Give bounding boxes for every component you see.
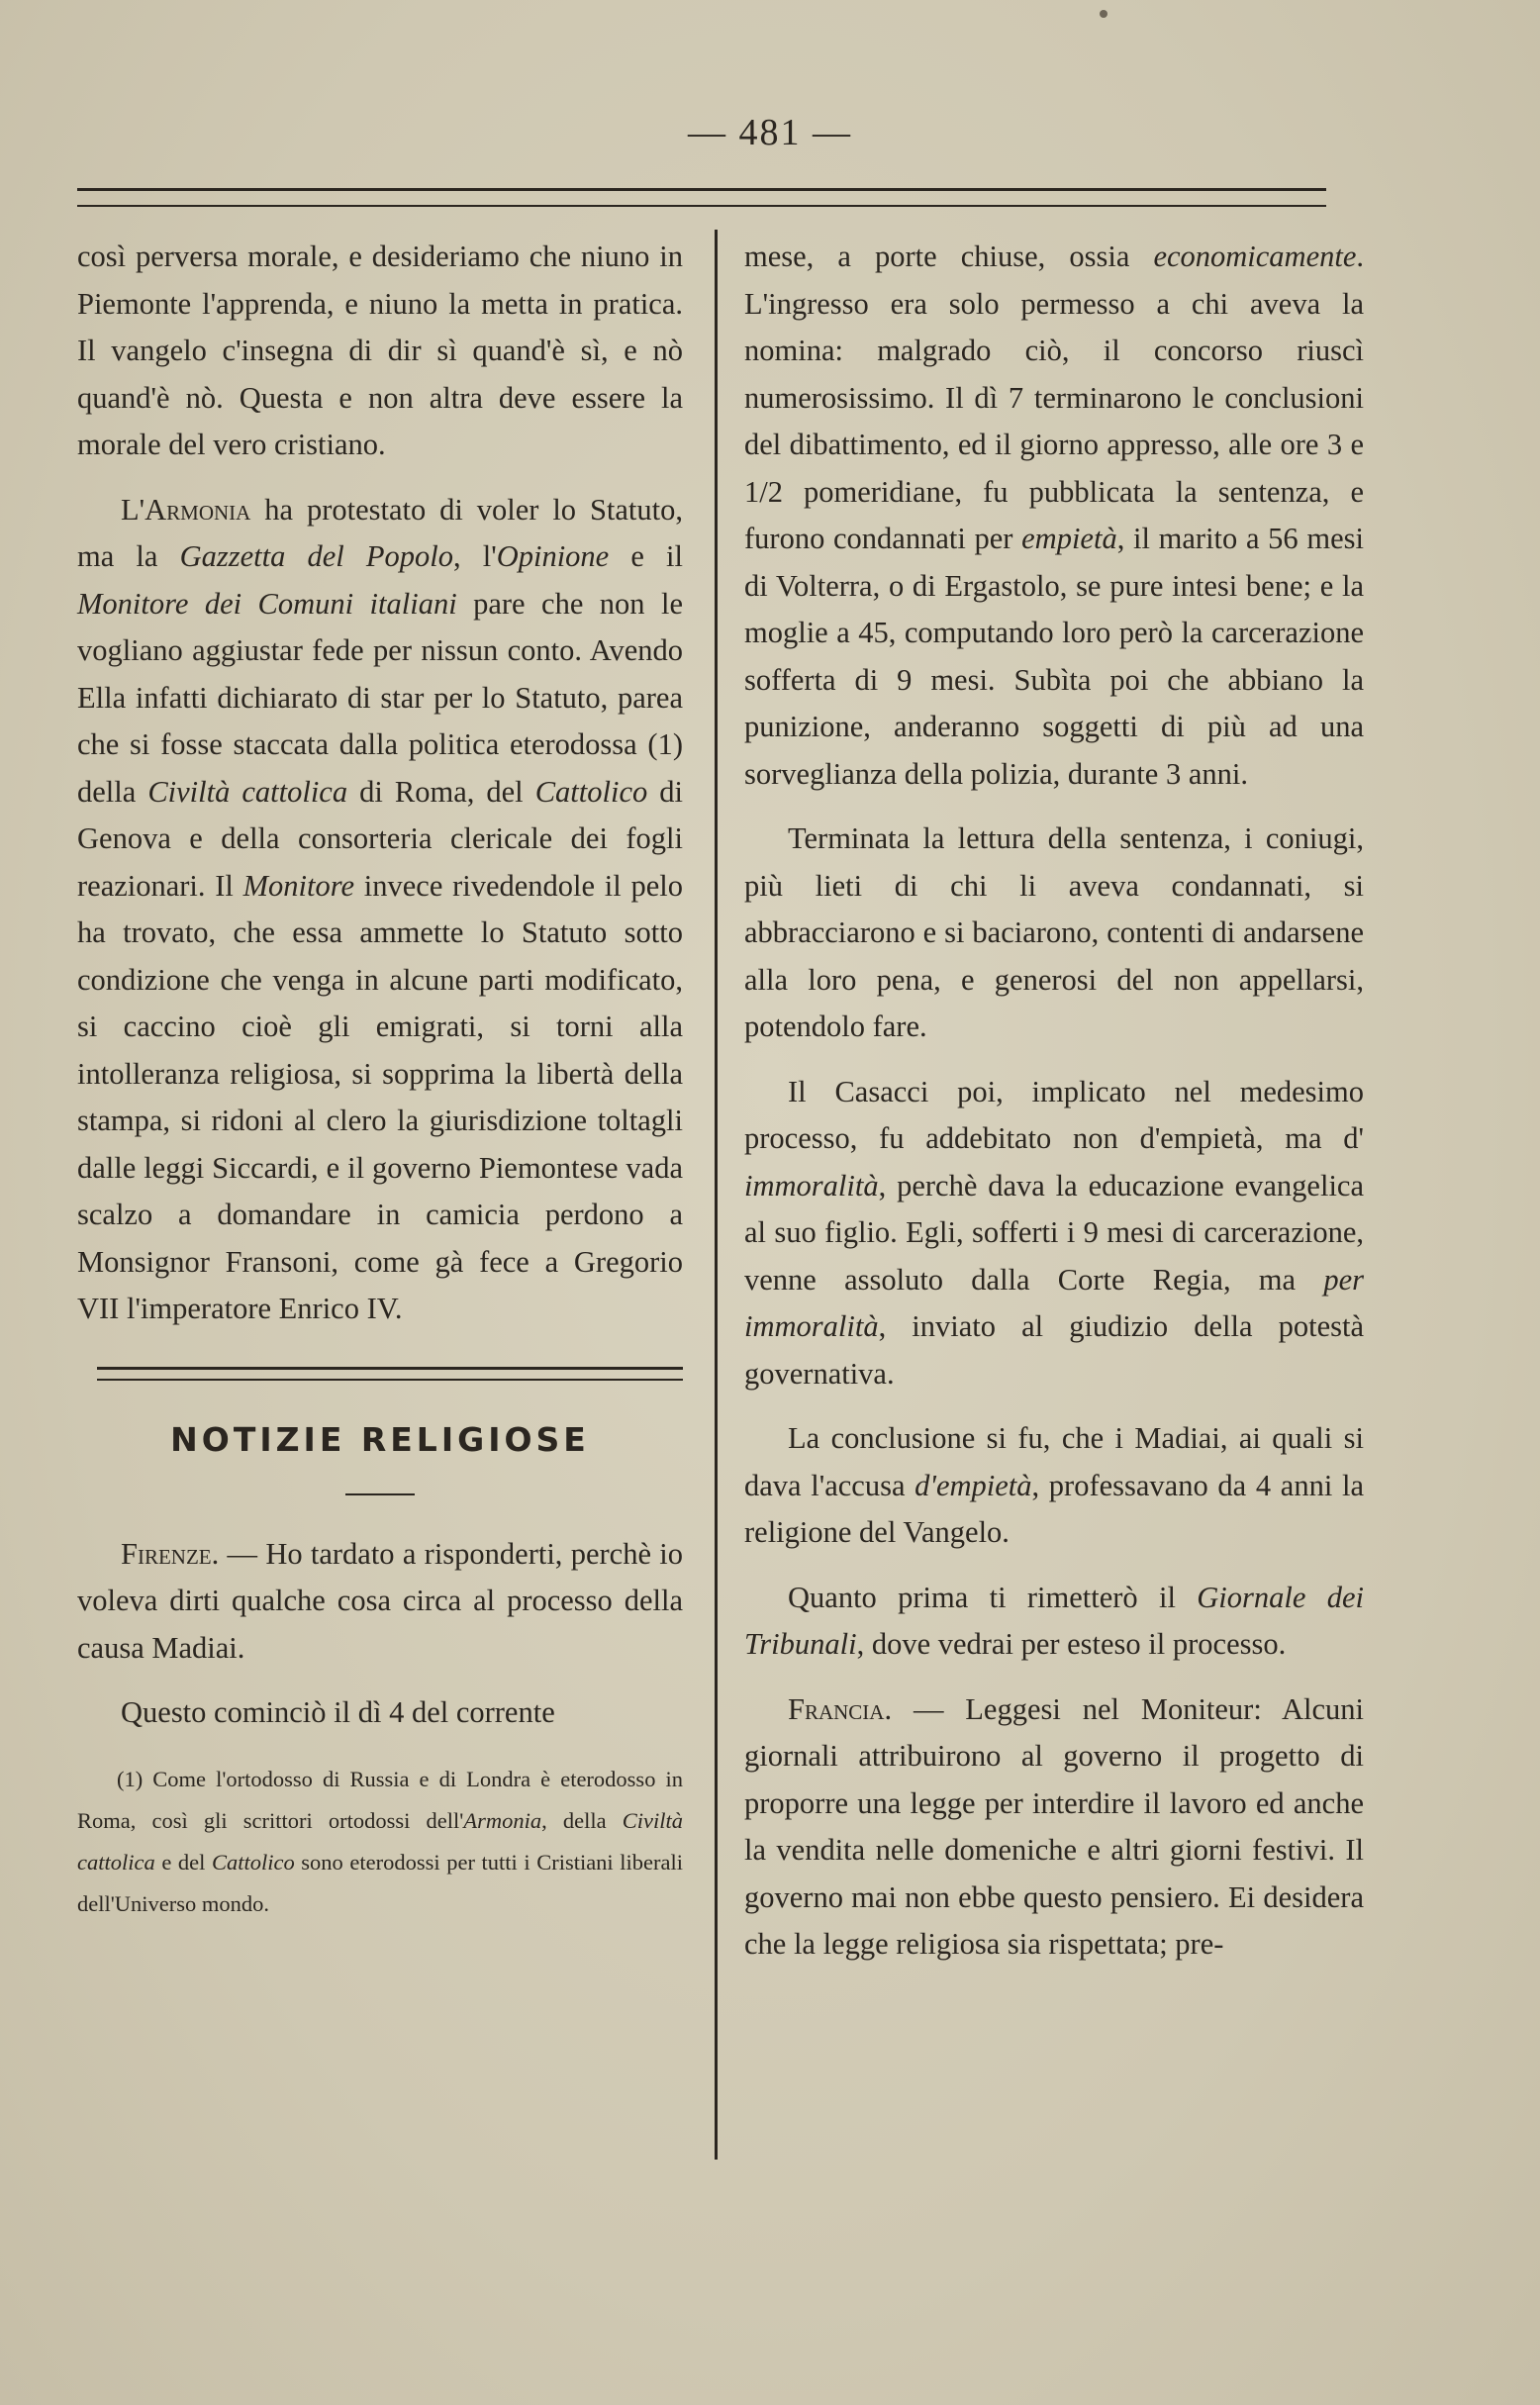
right-paragraph-3: Il Casacci poi, implicato nel medesimo processo, fu addebitato non d'empietà, ma d' immoralità, perchè dava la educazione evangelica al suo figlio. Egli, sofferti i 9 mesi di carcerazione, venne assoluto dalla Corte Regia, ma per immoralità, inviato al giudizio della potestà governativa. <box>744 1074 1364 1391</box>
left-column <box>77 234 683 1947</box>
page-number: — 481 — <box>688 112 852 153</box>
monitore-title-2: Monitore <box>242 868 355 903</box>
footnote: (1) Come l'ortodosso di Russia e di Londra è eterodosso in Roma, così gli scrittori ortodossi dell'Armonia, della Civiltà cattolica e del Cattolico sono eterodossi per tutti i Cristiani liberali dell'Universo mondo. <box>77 1766 683 1916</box>
short-rule <box>345 1493 415 1495</box>
giornale-title: Giornale dei Tribunali <box>744 1580 1364 1661</box>
empieta-word: empietà <box>1021 522 1117 555</box>
right-paragraph-4: La conclusione si fu, che i Madiai, ai quali si dava l'accusa d'empietà, professavano da 4 anni la religione del Vangelo. <box>744 1421 1364 1549</box>
right-paragraph-francia: Francia. — Leggesi nel Moniteur: Alcuni giornali attribuirono al governo il progetto di proporre una legge per interdire il lavoro ed anche la vendita nelle domeniche e altri giorni festivi. Il governo mai non ebbe questo pensiero. Ei desidera che la legge religiosa sia rispettata; pre- <box>744 1691 1364 1961</box>
monitore-title: Monitore dei Comuni italiani <box>77 586 457 621</box>
economicamente-word: economicamente <box>1153 240 1357 273</box>
section-rule <box>97 1367 683 1381</box>
left-paragraph-firenze: Firenze. — Ho tardato a risponderti, perchè io voleva dirti qualche cosa circa al processo della causa Madiai. <box>77 1536 683 1665</box>
gazzetta-title: Gazzetta del Popolo <box>179 539 453 573</box>
right-paragraph-2: Terminata la lettura della sentenza, i coniugi, più lieti di chi li aveva condannati, si abbracciarono e si baciarono, contenti di andarsene alla loro pena, e generosi del non appellarsi, potendolo fare. <box>744 821 1364 1043</box>
armonia-name: Armonia <box>144 492 251 527</box>
left-paragraph-2: L'Armonia ha protestato di voler lo Statuto, ma la Gazzetta del Popolo, l'Opinione e il Monitore dei Comuni italiani pare che non le vogliano aggiustar fede per nissun conto. Avendo Ella infatti dichiarato di star per lo Statuto, parea che si fosse staccata dalla politica eterodossa (1) della Civiltà cattolica di Roma, del Cattolico di Genova e della consorteria clericale dei fogli reazionari. Il Monitore invece rivedendole il pelo ha trovato, che essa ammette lo Statuto sotto condizione che venga in alcune parti modificato, si caccino cioè gli emigrati, si torni alla intolleranza religiosa, si sopprima la libertà della stampa, si ridoni al clero la giurisdizione toltagli dalle leggi Siccardi, e il governo Piemontese vada scalzo a domandare in camicia perdono a Monsignor Fransoni, come gà fece a Gregorio VII l'imperatore Enrico IV. <box>77 492 683 1325</box>
column-divider <box>715 230 718 2160</box>
immoralita-word: immoralità <box>744 1168 879 1202</box>
place-firenze: Firenze. <box>121 1536 220 1571</box>
civilta-title: Civiltà cattolica <box>147 774 348 809</box>
page-speck <box>1100 10 1107 18</box>
footnote-armonia: Armonia <box>463 1807 542 1833</box>
left-paragraph-4: Questo cominciò il dì 4 del corrente <box>121 1695 555 1729</box>
right-paragraph-5: Quanto prima ti rimetterò il Giornale dei Tribunali, dove vedrai per esteso il processo. <box>744 1580 1364 1661</box>
d-empieta-word: d'empietà <box>914 1468 1032 1502</box>
opinione-title: Opinione <box>496 539 610 573</box>
section-title: NOTIZIE RELIGIOSE <box>170 1419 590 1459</box>
header-rule <box>77 188 1326 207</box>
footnote-civilta: Civiltà cattolica <box>77 1807 683 1875</box>
right-paragraph-1: mese, a porte chiuse, ossia economicamente. L'ingresso era solo permesso a chi aveva la nomina: malgrado ciò, il concorso riuscì numerosissimo. Il dì 7 terminarono le conclusioni del dibattimento, ed il giorno appresso, alle ore 3 e 1/2 pomeridiane, fu pubblicata la sentenza, e furono condannati per empietà, il marito a 56 mesi di Volterra, o di Ergastolo, se pure intesi bene; e la moglie a 45, computando loro però la carcerazione sofferta di 9 mesi. Subìta poi che abbiano la punizione, anderanno soggetti di più ad una sorveglianza della polizia, durante 3 anni. <box>744 240 1364 791</box>
right-column <box>744 234 1364 1986</box>
per-immoralita-word: per immoralità <box>744 1262 1364 1343</box>
cattolico-title: Cattolico <box>534 774 648 809</box>
footnote-cattolico: Cattolico <box>211 1849 295 1875</box>
left-paragraph-1: così perversa morale, e desideriamo che niuno in Piemonte l'apprenda, e niuno la metta in pratica. Il vangelo c'insegna di dir sì quand'è sì, e nò quand'è nò. Questa e non altra deve essere la morale del vero cristiano. <box>77 240 683 461</box>
place-francia: Francia. <box>788 1691 893 1726</box>
